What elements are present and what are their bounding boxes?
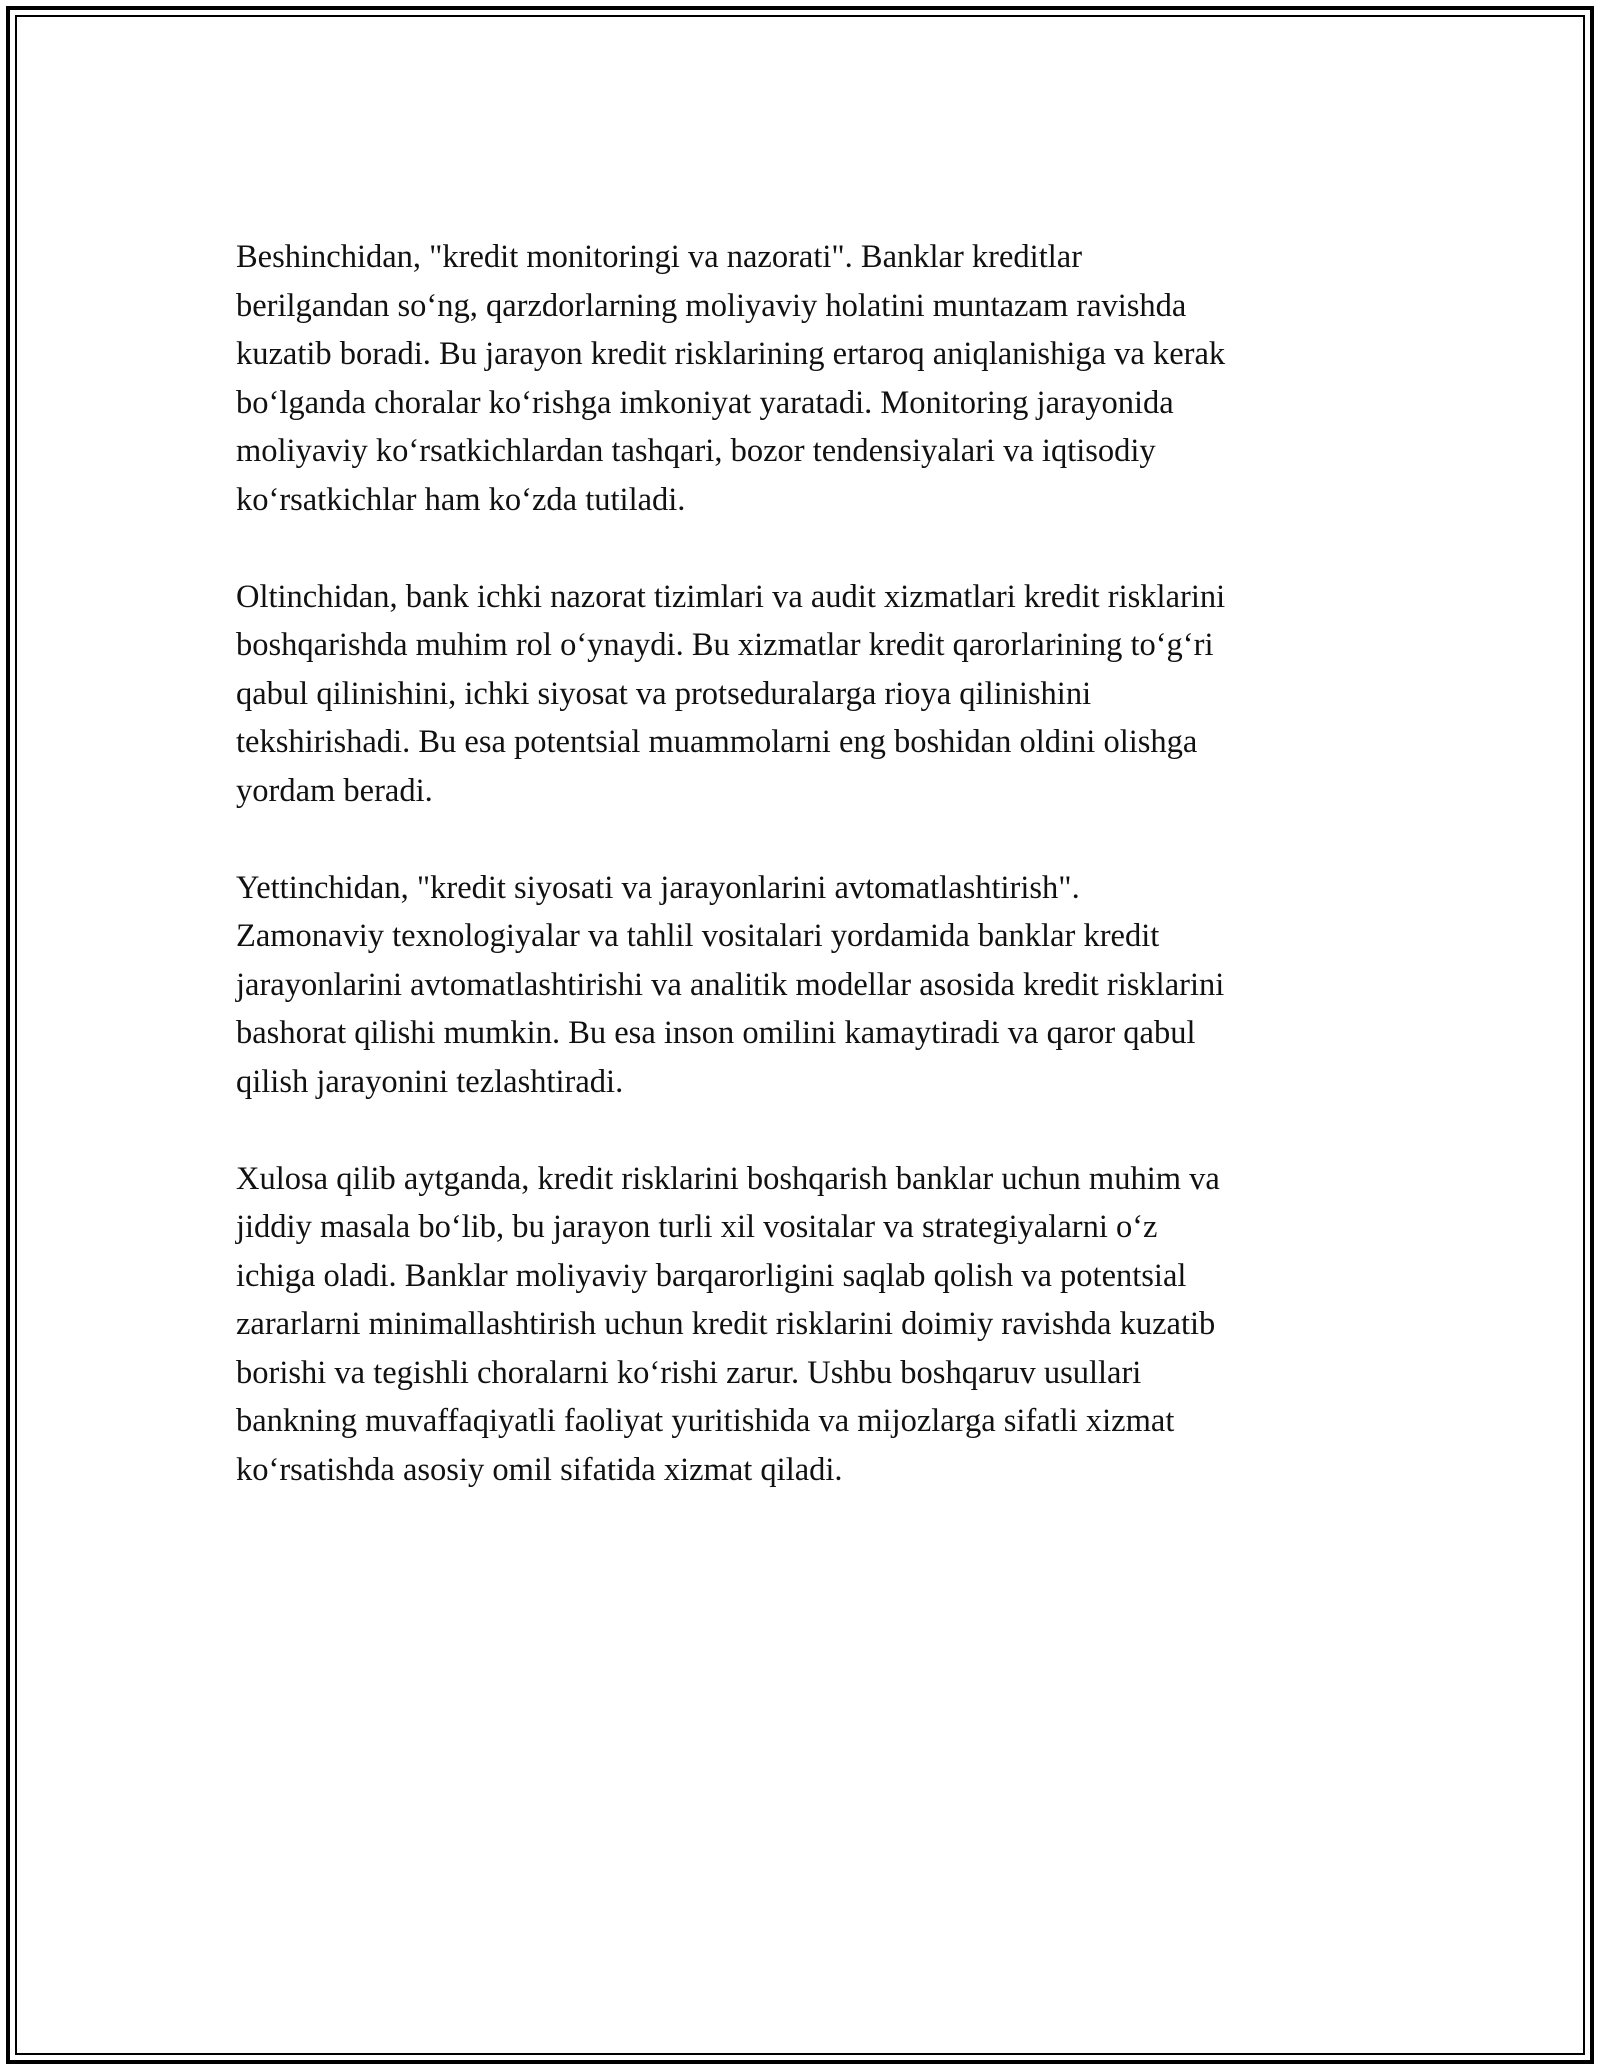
text-line: moliyaviy ko‘rsatkichlardan tashqari, bozor tendensiyalari va iqtisodiy [236, 433, 1156, 469]
text-line: bankning muvaffaqiyatli faoliyat yuritishida va mijozlarga sifatli xizmat [236, 1403, 1175, 1439]
text-line: yordam beradi. [236, 772, 433, 809]
text-line: jiddiy masala bo‘lib, bu jarayon turli xil vositalar va strategiyalarni o‘z [236, 1209, 1158, 1245]
text-line: Xulosa qilib aytganda, kredit risklarini boshqarish banklar uchun muhim va [236, 1160, 1220, 1197]
text-line: qilish jarayonini tezlashtiradi. [236, 1063, 624, 1100]
text-line: berilgandan so‘ng, qarzdorlarning moliyaviy holatini muntazam ravishda [236, 287, 1187, 324]
text-line: Beshinchidan, "kredit monitoringi va nazorati". Banklar kreditlar [236, 239, 1083, 275]
text-line: tekshirishadi. Bu esa potentsial muammolarni eng boshidan oldini olishga [236, 724, 1198, 760]
text-line: ichiga oladi. Banklar moliyaviy barqarorligini saqlab qolish va potentsial [236, 1257, 1187, 1294]
text-line: borishi va tegishli choralarni ko‘rishi zarur. Ushbu boshqaruv usullari [236, 1354, 1142, 1391]
paragraph-sixth [236, 573, 1366, 816]
paragraph-seventh [236, 864, 1366, 1107]
text-line: jarayonlarini avtomatlashtirishi va analitik modellar asosida kredit risklarini [236, 966, 1225, 1003]
paragraph-conclusion [236, 1155, 1366, 1495]
text-line: zararlarni minimallashtirish uchun kredit risklarini doimiy ravishda kuzatib [236, 1306, 1216, 1342]
text-line: Oltinchidan, bank ichki nazorat tizimlari va audit xizmatlari kredit risklarini [236, 578, 1226, 615]
text-line: ko‘rsatkichlar ham ko‘zda tutiladi. [236, 481, 686, 518]
text-line: bo‘lganda choralar ko‘rishga imkoniyat yaratadi. Monitoring jarayonida [236, 384, 1174, 421]
document-body [236, 233, 1366, 1543]
text-line: Yettinchidan, "kredit siyosati va jarayonlarini avtomatlashtirish". [236, 869, 1080, 906]
paragraph-fifth [236, 233, 1366, 524]
text-line: ko‘rsatishda asosiy omil sifatida xizmat qiladi. [236, 1451, 843, 1488]
text-line: boshqarishda muhim rol o‘ynaydi. Bu xizmatlar kredit qarorlarining to‘g‘ri [236, 627, 1214, 663]
text-line: Zamonaviy texnologiyalar va tahlil vositalari yordamida banklar kredit [236, 918, 1160, 954]
text-line: bashorat qilishi mumkin. Bu esa inson omilini kamaytiradi va qaror qabul [236, 1015, 1196, 1051]
text-line: kuzatib boradi. Bu jarayon kredit risklarining ertaroq aniqlanishiga va kerak [236, 336, 1226, 372]
text-line: qabul qilinishini, ichki siyosat va protseduralarga rioya qilinishini [236, 675, 1092, 712]
